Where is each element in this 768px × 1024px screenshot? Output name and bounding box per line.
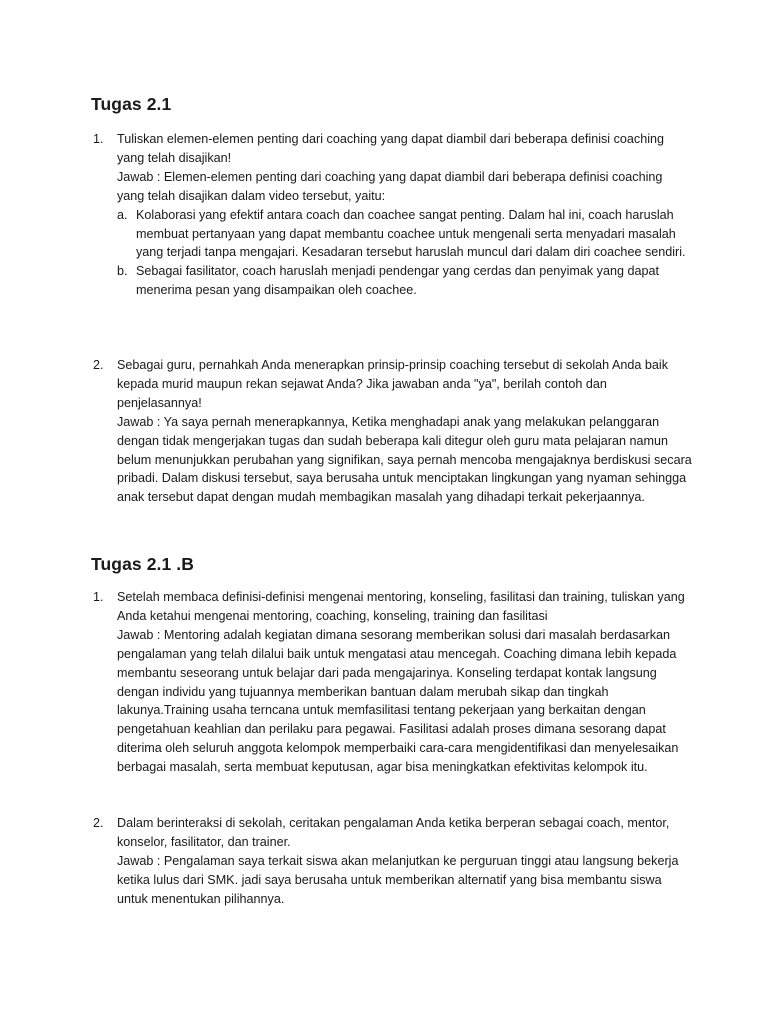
sub-item-letter: b. [117,264,128,279]
question-text: Sebagai guru, pernahkah Anda menerapkan prinsip-prinsip coaching tersebut di sekolah Anda baik kepada murid maupun rekan sejawat Anda? Jika jawaban anda "ya", berilah contoh dan penjelasannya! [117,358,668,410]
answer-text: Jawab : Elemen-elemen penting dari coaching yang dapat diambil dari beberapa definisi coaching yang telah disajikan dalam video tersebut, yaitu: [117,169,663,203]
section-title-tugas-2-1-b: Tugas 2.1 .B [91,554,194,574]
list-item-b2 [93,814,693,909]
question-text: Dalam berinteraksi di sekolah, ceritakan pengalaman Anda ketika berperan sebagai coach, mentor, konselor, fasilitator, dan trainer. [117,816,670,849]
list-item-2 [93,356,693,507]
sub-item-b [117,262,693,300]
list-item-b1 [93,588,693,777]
sub-item-letter: a. [117,207,128,222]
sub-item-text: Kolaborasi yang efektif antara coach dan coachee sangat penting. Dalam hal ini, coach haruslah membuat pertanyaan yang dapat membantu coachee untuk mengenali serta menyadari masalah yang terjadi tanpa mengajari. Kesadaran tersebut haruslah muncul dari dalam diri coachee sendiri. [136,207,686,260]
list-item-1 [93,130,693,300]
item-number: 1. [93,132,104,146]
item-number: 2. [93,358,104,372]
sub-item-a [117,206,693,263]
question-text: Setelah membaca definisi-definisi mengenai mentoring, konseling, fasilitasi dan training, tuliskan yang Anda ketahui mengenai mentoring, coaching, konseling, training dan fasilitasi [117,590,685,623]
sub-item-text: Sebagai fasilitator, coach haruslah menjadi pendengar yang cerdas dan penyimak yang dapat menerima pesan yang disampaikan oleh coachee. [136,264,659,298]
item-number: 2. [93,816,104,830]
answer-text: Jawab : Ya saya pernah menerapkannya, Ketika menghadapi anak yang melakukan pelanggaran dengan tidak mengerjakan tugas dan sudah beberapa kali ditegur oleh guru mata pelajaran namun belum menunjukkan perubahan yang signifikan, saya pernah mencoba mengajaknya berdiskusi secara pribadi. Dalam diskusi tersebut, saya berusaha untuk menciptakan lingkungan yang nyaman sehingga anak tersebut dapat dengan mudah membagikan masalah yang dihadapi terkait pekerjaannya. [117,414,692,505]
answer-text: Jawab : Mentoring adalah kegiatan dimana sesorang memberikan solusi dari masalah berdasarkan pengalaman yang telah dilalui baik untuk mengatasi atau mencegah. Coaching dimana lebih kepada membantu seseorang untuk belajar dari pada mengajarinya. Konseling terdapat kontak langsung dengan individu yang tujuannya memberikan bantuan dalam merubah sikap dan tingkah lakunya.Training usaha terncana untuk memfasilitasi tentang pekerjaan yang berkaitan dengan pengetahuan keahlian dan perilaku para pegawai. Fasilitasi adalah proses dimana sesorang dapat diterima oleh seluruh anggota kelompok memperbaiki cara-cara mengidentifikasi dan menyelesaikan berbagai masalah, serta membuat keputusan, agar bisa meningkatkan efektivitas kelompok itu. [117,627,679,775]
section-title-tugas-2-1: Tugas 2.1 [91,94,172,114]
answer-text: Jawab : Pengalaman saya terkait siswa akan melanjutkan ke perguruan tinggi atau langsung bekerja ketika lulus dari SMK. jadi saya berusaha untuk memberikan alternatif yang bisa membantu siswa untuk menentukan pilihannya. [117,853,679,906]
question-text: Tuliskan elemen-elemen penting dari coaching yang dapat diambil dari beberapa definisi coaching yang telah disajikan! [117,132,665,165]
item-number: 1. [93,590,104,604]
